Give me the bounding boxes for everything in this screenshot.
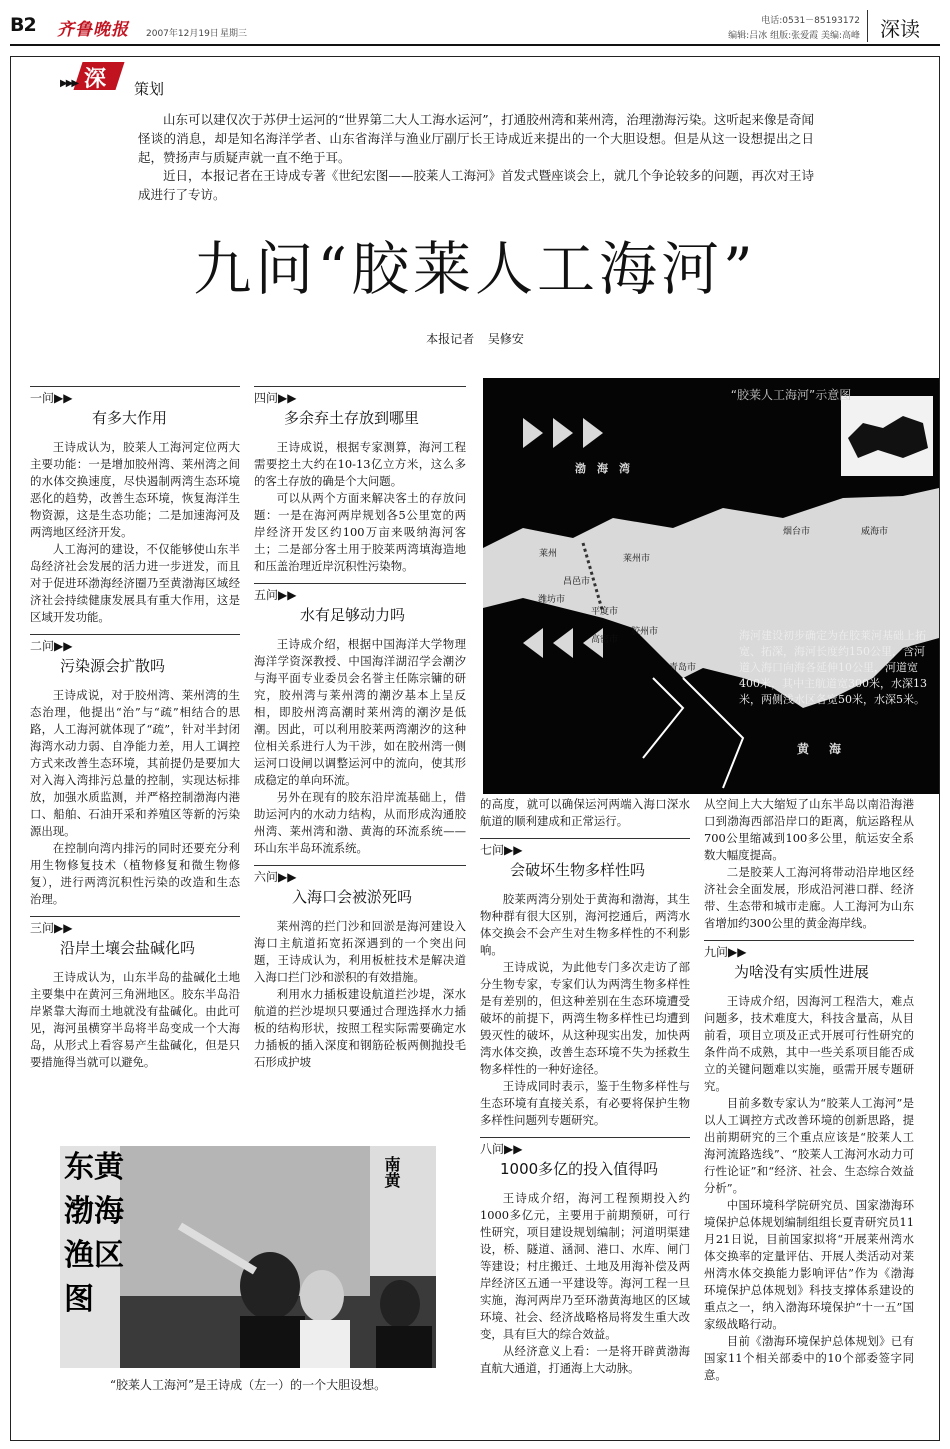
body-paragraph: 王诗成介绍，根据中国海洋大学物理海洋学资深教授、中国海洋湖沼学会潮汐与海平面专业委员会名誉主任陈宗镛的研究，胶州湾与莱州湾的潮汐基本上呈反相，即胶州湾高潮时莱州湾的潮汐是低潮。因此，可以利用胶莱两湾潮汐的这种位相关系进行人为干涉，如在胶州湾一侧运河口设闸以调整运河中的流向，使其形成稳定的单向环流。 bbox=[254, 637, 466, 787]
body-paragraph: 利用水力插板建设航道拦沙堤，深水航道的拦沙堤坝只要通过合理选择水力插板的结构形状，按照工程实际需要确定水力插板的插入深度和钢筋砼板两侧抛投毛石形成护坡 bbox=[254, 987, 466, 1069]
body-paragraph: 胶莱两湾分别处于黄海和渤海，其生物种群有很大区别，海河挖通后，两湾水体交换会不会产生对生物多样性的不利影响。 bbox=[480, 892, 690, 957]
map-poster-text: 图 bbox=[64, 1282, 94, 1317]
body-paragraph: 目前多数专家认为“胶莱人工海河”是以人工调控方式改善环境的创新思路，提出前期研究的三个重点应该是“胶莱人工海河流路选线”、“胶莱人工海河水动力可行性论证”和“经济、社会、生态综合效益分析”。 bbox=[704, 1096, 914, 1195]
map-label: 高密市 bbox=[591, 635, 619, 645]
question-title: 1000多亿的投入值得吗 bbox=[500, 1160, 659, 1178]
body-paragraph: 王诗成说，为此他专门多次走访了部分生物专家，专家们认为两湾生物多样性是有差别的，但这种差别在生态环境遭受破坏的前提下，两湾生物多样性已均遭到毁灭性的破坏，从这种现实出发，加快两湾水体交换，改善生态环境不失为拯救生物多样性的一种好途径。 bbox=[480, 960, 690, 1076]
body-paragraph: 王诗成介绍，因海河工程浩大，难点问题多，技术难度大，科技含量高，从目前看，项目立项及正式开展可行性研究的条件尚不成熟，其中一些关系项目能否成立的关键问题难以实施，亟需开展专题研究。 bbox=[704, 994, 914, 1093]
issue-date: 2007年12月19日 bbox=[146, 29, 219, 39]
column-1 bbox=[30, 386, 240, 1071]
body-paragraph: 目前《渤海环境保护总体规划》已有国家11个相关部委中的10个部委签字同意。 bbox=[704, 1334, 914, 1382]
body-paragraph: 另外在现有的胶东沿岸流基础上，借助运河内的水动力结构，从而形成沟通胶州湾、莱州湾和渤、黄海的环流系统——环山东半岛环流系统。 bbox=[254, 790, 466, 855]
question-label: 二问▶▶ bbox=[30, 634, 240, 654]
question-label: 五问▶▶ bbox=[254, 583, 466, 603]
map-label: 平度市 bbox=[591, 607, 619, 617]
peninsula-map bbox=[483, 378, 939, 794]
editor-credits: 编辑:吕冰 组版:张爱霞 美编:高峰 bbox=[728, 31, 860, 41]
question-title: 多余弃土存放到哪里 bbox=[284, 409, 420, 427]
map-label: 海 bbox=[597, 462, 608, 475]
map-label: 湾 bbox=[619, 462, 630, 475]
map-figure bbox=[483, 378, 939, 794]
body-paragraph: 可以从两个方面来解决客土的存放问题：一是在海河两岸规划各5公里宽的两岸经济开发区约100万亩来吸纳海河客土；二是部分客土用于胶莱两湾填海造地和压盖治理近岸沉积性污染物。 bbox=[254, 491, 466, 573]
map-label: 威海市 bbox=[861, 527, 889, 537]
map-label: 海 bbox=[829, 742, 842, 756]
header-divider bbox=[867, 10, 868, 42]
question-label: 三问▶▶ bbox=[30, 916, 240, 936]
map-label: 胶州市 bbox=[631, 627, 659, 637]
photo-caption: “胶莱人工海河”是王诗成（左一）的一个大胆设想。 bbox=[109, 1378, 387, 1392]
question-title: 为啥没有实质性进展 bbox=[734, 963, 870, 981]
body-paragraph: 从经济意义上看：一是将开辟黄渤海直航大通道，打通海上大动脉。 bbox=[480, 1344, 690, 1375]
question-label: 六问▶▶ bbox=[254, 865, 466, 885]
map-label: 莱州市 bbox=[623, 554, 651, 564]
map-label: 青岛市 bbox=[669, 663, 697, 673]
map-caption: 海河建设初步确定为在胶莱河基础上拓宽、拓深，海河长度约150公里，含河道入海口向海各延伸10公里，河道宽400米，其中主航道宽300米，水深13米，两侧浅水区各宽50米，水深5米。 bbox=[739, 629, 927, 706]
column-2 bbox=[254, 386, 466, 1071]
question-label: 九问▶▶ bbox=[704, 940, 914, 960]
page-number: B2 bbox=[10, 14, 36, 36]
body-paragraph: 王诗成说，对于胶州湾、莱州湾的生态治理，他提出“治”与“疏”相结合的思路，人工海河就体现了“疏”，针对半封闭海湾水动力弱、自净能力差，用人工调控方式来改善生态环境，其前提仍是要加大对入海入湾排污总量的控制，实现达标排放，加强水质监测，并严格控制渤海内港口、船舶、石油开采和养殖区等新的污染源出现。 bbox=[30, 688, 240, 838]
kicker-label: 策划 bbox=[134, 80, 165, 98]
body-paragraph: 从空间上大大缩短了山东半岛以南沿海港口到渤海西部沿岸口的距离，航运路程从700公里缩减到100多公里，航运安全系数大幅度提高。 bbox=[704, 797, 914, 862]
question-title: 入海口会被淤死吗 bbox=[292, 888, 413, 906]
body-paragraph: 在控制向湾内排污的同时还要充分利用生物修复技术（植物修复和微生物修复），进行两湾沉积性污染的改造和生态治理。 bbox=[30, 841, 240, 906]
section-name: 深读 bbox=[880, 17, 920, 41]
map-label: 烟台市 bbox=[783, 527, 811, 537]
news-photo bbox=[60, 1146, 436, 1368]
issue-weekday: 星期三 bbox=[220, 29, 248, 39]
map-poster-text: 东黄 bbox=[64, 1150, 124, 1185]
question-title: 沿岸土壤会盐碱化吗 bbox=[60, 939, 196, 957]
column-4 bbox=[704, 796, 914, 1384]
header-rule bbox=[10, 44, 940, 46]
question-label: 一问▶▶ bbox=[30, 386, 240, 406]
contact-phone: 电话:0531－85193172 bbox=[761, 16, 860, 26]
newspaper-logo: 齐鲁晚报 bbox=[57, 20, 129, 40]
body-paragraph: 人工海河的建设，不仅能够使山东半岛经济社会发展的活力进一步迸发，而且对于促进环渤海经济圈乃至黄渤海区域经济社会持续健康发展具有重大作用，这是区域开发功能。 bbox=[30, 542, 240, 624]
body-paragraph: 王诗成认为，山东半岛的盐碱化土地主要集中在黄河三角洲地区。胶东半岛沿岸紧靠大海而土地就没有盐碱化。由此可见，海河虽横穿半岛将半岛变成一个大海岛，从形式上看容易产生盐碱化，但是只要措施得当就可以避免。 bbox=[30, 970, 240, 1069]
question-title: 有多大作用 bbox=[92, 409, 168, 427]
map-label: 潍坊市 bbox=[538, 595, 566, 605]
map-label: 渤 bbox=[575, 462, 586, 475]
body-paragraph: 二是胶莱人工海河将带动沿岸地区经济社会全面发展，形成沿河港口群、经济带、生态带和城市走廊。人工海河为山东省增加约300公里的黄金海岸线。 bbox=[704, 865, 914, 930]
map-poster-text: 渤海 bbox=[64, 1194, 124, 1229]
question-title: 污染源会扩散吗 bbox=[60, 657, 166, 675]
question-label: 八问▶▶ bbox=[480, 1137, 690, 1157]
body-paragraph: 王诗成同时表示，鉴于生物多样性与生态环境有直接关系，有必要将保护生物多样性问题列专题研究。 bbox=[480, 1079, 690, 1127]
body-paragraph: 王诗成说，根据专家测算，海河工程需要挖土大约在10-13亿立方米，这么多的客土存放的确是个大问题。 bbox=[254, 440, 466, 488]
lead-paragraph: 近日，本报记者在王诗成专著《世纪宏图——胶莱人工海河》首发式暨座谈会上，就几个争论较多的问题，再次对王诗成进行了专访。 bbox=[138, 168, 814, 202]
map-poster-text: 渔区 bbox=[64, 1238, 124, 1273]
question-label: 四问▶▶ bbox=[254, 386, 466, 406]
map-label: 黄 bbox=[797, 742, 810, 756]
map-title: “胶莱人工海河”示意图 bbox=[730, 388, 852, 402]
kicker-arrows-icon: ▶▶▶ bbox=[60, 78, 78, 89]
body-paragraph: 莱州湾的拦门沙和回淤是海河建设入海口主航道拓宽拓深遇到的一个突出问题，王诗成认为，利用板桩技术是解决道入海口拦门沙和淤积的有效措施。 bbox=[254, 919, 466, 984]
map-label: 昌邑市 bbox=[563, 577, 591, 587]
question-title: 水有足够动力吗 bbox=[300, 606, 406, 624]
body-paragraph: 的高度，就可以确保运河两端入海口深水航道的顺利建成和正常运行。 bbox=[480, 797, 690, 828]
column-3 bbox=[480, 796, 690, 1377]
lead-paragraph: 山东可以建仅次于苏伊士运河的“世界第二大人工海水运河”，打通胶州湾和莱州湾，治理渤海污染。这听起来像是奇闻怪谈的消息，却是知名海洋学者、山东省海洋与渔业厅副厅长王诗成近来提出的一个大胆设想。但是从这一设想提出之日起，赞扬声与质疑声就一直不绝于耳。 bbox=[138, 112, 814, 165]
body-paragraph: 中国环境科学院研究员、国家渤海环境保护总体规划编制组组长夏青研究员11月21日说，目前国家拟将“开展莱州湾水体交换率的定量评估、开展人类活动对莱州湾水体交换能力影响评估”作为《渤海环境保护总体规划》科技支撑体系建设的重点之一，纳入渤海环境保护“十一五”国家级战略行动。 bbox=[704, 1198, 914, 1331]
map-label: 莱州 bbox=[539, 549, 558, 559]
kicker-tag: 深 bbox=[84, 67, 107, 92]
headline: 九问“胶莱人工海河” bbox=[193, 235, 757, 303]
map-poster-text: 南黄 bbox=[382, 1156, 401, 1188]
question-title: 会破坏生物多样性吗 bbox=[510, 861, 646, 879]
body-paragraph: 王诗成介绍，海河工程预期投入约1000多亿元，主要用于前期预研，可行性研究，项目建设规划编制；河道明渠建设，桥、隧道、涵洞、港口、水库、闸门等建设；村庄搬迁、土地及用海补偿及两岸经济区五通一平建设等。海河工程一旦实施，海河两岸乃至环渤黄海地区的区域环境、社会、经济战略格局将发生重大改变，具有巨大的综合效益。 bbox=[480, 1191, 690, 1341]
question-label: 七问▶▶ bbox=[480, 838, 690, 858]
byline: 本报记者 吴修安 bbox=[426, 332, 524, 346]
body-paragraph: 王诗成认为，胶莱人工海河定位两大主要功能：一是增加胶州湾、莱州湾之间的水体交换速度，尽快遏制两湾生态环境恶化的趋势，改善生态环境，恢复海洋生物资源，这是生态功能；二是加速海河及两湾地区经济开发。 bbox=[30, 440, 240, 539]
